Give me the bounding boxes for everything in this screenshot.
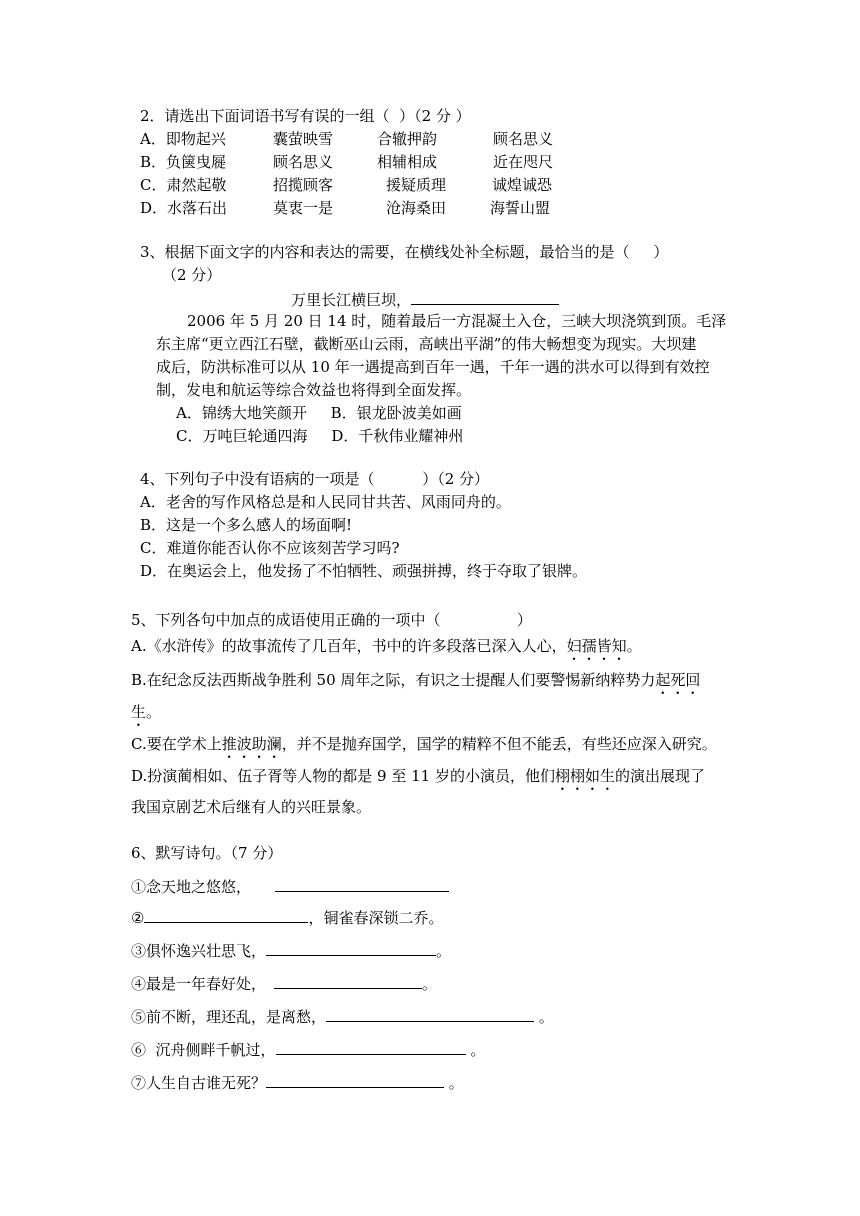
q4-option-a: A．老舍的写作风格总是和人民同甘共苦、风雨同舟的。 <box>140 493 511 511</box>
q2-a-4: 顾名思义 <box>493 130 554 148</box>
q4-stem: 4、下列句子中没有语病的一项是（ ）（2 分） <box>140 470 490 488</box>
q4-option-d: D．在奥运会上，他发扬了不怕牺牲、顽强拼搏，终于夺取了银牌。 <box>140 562 588 580</box>
q6-2-text: ② <box>131 909 145 927</box>
q5-a-idiom: 妇孺皆知 <box>566 637 627 655</box>
q2-b-2: 顾名思义 <box>273 153 334 171</box>
q6-3-blank[interactable] <box>266 940 436 956</box>
q2-option-a <box>140 129 553 149</box>
q2-b-1: B．负箧曳屣 <box>140 153 227 171</box>
q5-d-idiom: 栩栩如生 <box>554 767 615 785</box>
q3-para-line3: 成后，防洪标准可以从 10 年一遇提高到百年一遇，千年一遇的洪水可以得到有效控 <box>156 358 710 376</box>
q5-option-b <box>131 670 700 698</box>
q5-d-end: 的演出展现了 <box>614 767 705 785</box>
q6-7-text: ⑦人生自古谁无死？ <box>131 1074 267 1092</box>
q6-line-4 <box>131 973 437 994</box>
q6-6-blank[interactable] <box>276 1039 466 1055</box>
q6-line-5 <box>131 1006 554 1027</box>
q2-a-2: 囊萤映雪 <box>273 130 334 148</box>
q3-para-line1: 2006 年 5 月 20 日 14 时，随着最后一方混凝土入仓，三峡大坝浇筑到顶。毛泽 <box>187 312 727 330</box>
q6-3-text: ③俱怀逸兴壮思飞， <box>131 942 267 960</box>
q5-stem: 5、下列各句中加点的成语使用正确的一项中（ ） <box>131 611 532 629</box>
q2-d-2: 莫衷一是 <box>273 199 334 217</box>
q6-1-text: ①念天地之悠悠， <box>131 878 252 896</box>
q2-d-3: 沧海桑田 <box>386 199 447 217</box>
q6-4-text-end: 。 <box>422 975 438 993</box>
q5-option-d <box>131 766 705 794</box>
q2-a-1: A．即物起兴 <box>140 130 226 148</box>
q6-5-text-end: 。 <box>534 1008 554 1026</box>
q5-option-a <box>131 636 642 664</box>
q6-line-3 <box>131 940 451 961</box>
q5-d-text: D.扮演蔺相如、伍子胥等人物的都是 9 至 11 岁的小演员，他们 <box>131 767 555 785</box>
q5-option-d-cont: 我国京剧艺术后继有人的兴旺景象。 <box>131 798 372 816</box>
q3-options-ab: A．锦绣大地笑颜开 B．银龙卧波美如画 <box>176 404 462 422</box>
q6-1-blank[interactable] <box>275 876 449 892</box>
q3-stem-line2: （2 分） <box>162 266 222 284</box>
q2-d-1: D．水落石出 <box>140 199 228 217</box>
q2-c-2: 招揽顾客 <box>273 176 334 194</box>
q3-para-line4: 制，发电和航运等综合效益也将得到全面发挥。 <box>156 381 472 399</box>
q5-c-idiom: 推波助澜 <box>221 735 282 753</box>
q3-title-blank[interactable] <box>411 289 559 305</box>
q5-option-b-cont <box>131 702 161 730</box>
q2-b-4: 近在咫尺 <box>493 153 554 171</box>
q3-para-line2: 东主席“更立西江石壁，截断巫山云雨，高峡出平湖”的伟大畅想变为现实。大坝建 <box>156 335 697 353</box>
q6-4-blank[interactable] <box>274 973 422 989</box>
q2-c-3: 援疑质理 <box>386 176 447 194</box>
q3-stem-line1: 3、根据下面文字的内容和表达的需要，在横线处补全标题，最恰当的是（ ） <box>140 243 669 261</box>
q6-5-blank[interactable] <box>326 1006 534 1022</box>
q3-passage-title <box>291 289 559 310</box>
q5-b-idiom-part2: 生 <box>131 703 147 721</box>
q2-option-d <box>140 198 550 218</box>
q2-stem: 2．请选出下面词语书写有误的一组（ ）（2 分 ） <box>140 107 471 125</box>
q6-line-7 <box>131 1072 464 1093</box>
q2-a-3: 合辙押韵 <box>377 130 438 148</box>
q6-5-text: ⑤前不断，理还乱，是离愁， <box>131 1008 327 1026</box>
q6-7-blank[interactable] <box>266 1072 444 1088</box>
q6-6-text: ⑥ 沉舟侧畔千帆过， <box>131 1041 276 1059</box>
q5-c-text: C.要在学术上 <box>131 735 222 753</box>
q2-b-3: 相辅相成 <box>377 153 438 171</box>
q6-6-text-end: 。 <box>465 1041 486 1059</box>
q5-b-end: 。 <box>146 703 162 721</box>
q6-stem: 6、默写诗句。（7 分） <box>131 844 283 862</box>
q4-option-b: B．这是一个多么感人的场面啊! <box>140 516 353 534</box>
q6-7-text-end: 。 <box>444 1074 464 1092</box>
q5-a-end: 。 <box>626 637 642 655</box>
q2-c-1: C．肃然起敬 <box>140 176 227 194</box>
q5-b-text: B.在纪念反法西斯战争胜利 50 周年之际，有识之士提醒人们要警惕新纳粹势力 <box>131 671 656 689</box>
q6-line-1 <box>131 876 449 897</box>
q4-option-c: C．难道你能否认你不应该刻苦学习吗? <box>140 539 400 557</box>
q2-d-4: 海誓山盟 <box>490 199 551 217</box>
q5-option-c <box>131 734 717 762</box>
q5-b-idiom-part1: 起死回 <box>655 671 701 689</box>
q5-a-text: A.《水浒传》的故事流传了几百年，书中的许多段落已深入人心， <box>131 637 567 655</box>
q3-options-cd: C．万吨巨轮通四海 D．千秋伟业耀神州 <box>176 427 464 445</box>
q2-c-4: 诚煌诚恐 <box>492 176 553 194</box>
q3-title-text: 万里长江横巨坝， <box>291 291 412 309</box>
q6-line-2 <box>131 907 443 928</box>
q6-4-text: ④最是一年春好处， <box>131 975 267 993</box>
q5-c-end: ，并不是抛弃国学，国学的精粹不但不能丢，有些还应深入研究。 <box>281 735 717 753</box>
q2-option-c <box>140 175 552 195</box>
q6-2-text-end: ，铜雀春深锁二乔。 <box>308 909 444 927</box>
q6-2-blank[interactable] <box>144 907 308 923</box>
q6-line-6 <box>131 1039 485 1060</box>
q2-option-b <box>140 152 553 172</box>
q6-3-text-end: 。 <box>436 942 452 960</box>
